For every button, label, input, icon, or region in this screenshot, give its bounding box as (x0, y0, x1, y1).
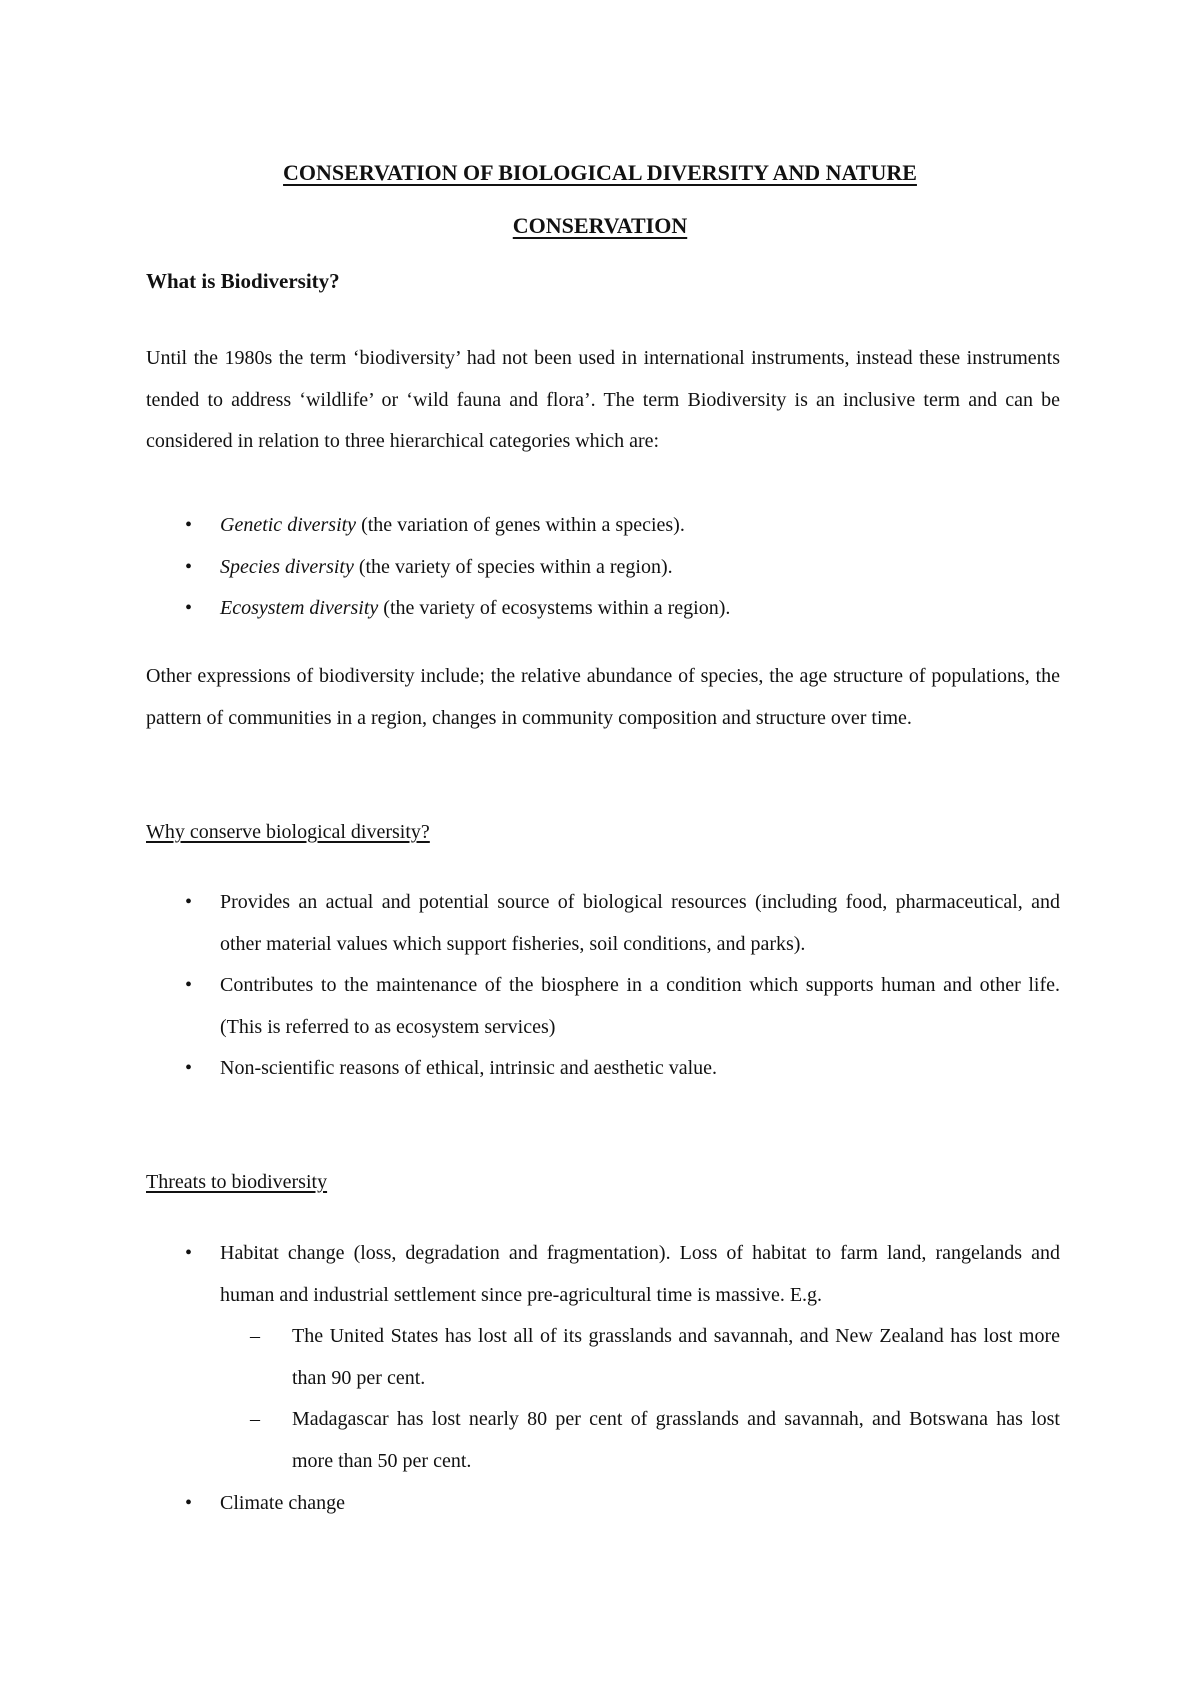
list-item (185, 1233, 1060, 1483)
threat-text: Climate change (220, 1491, 345, 1514)
category-desc: (the variety of species within a region). (353, 555, 673, 578)
reasons-list (185, 882, 1060, 1090)
bullet-glyph: • (185, 597, 193, 620)
document-title (0, 146, 1200, 252)
list-item (250, 1316, 1060, 1399)
list-item (185, 1483, 1060, 1525)
reason-text: Non-scientific reasons of ethical, intrinsic and aesthetic value. (220, 1057, 718, 1080)
dash-glyph: – (250, 1408, 260, 1431)
bullet-glyph: • (185, 1491, 193, 1514)
intro-paragraph: Until the 1980s the term ‘biodiversity’ had not been used in international instruments, instead these instruments tended to address ‘wildlife’ or ‘wild fauna and flora’. The term Biodiversity is an inclusive term and can be considered in relation to three hierarchical categories which are: (146, 347, 1060, 453)
categories-list (185, 505, 1060, 630)
examples-list (220, 1316, 1060, 1482)
reason-text: Contributes to the maintenance of the biosphere in a condition which supports human and other life. (This is referred to as ecosystem services) (220, 974, 1060, 1038)
list-item (185, 547, 1060, 589)
category-desc: (the variation of genes within a species). (356, 514, 685, 536)
bullet-glyph: • (185, 1242, 193, 1264)
example-text: The United States has lost all of its grasslands and savannah, and New Zealand has lost more than 90 per cent. (292, 1325, 1060, 1389)
example-text: Madagascar has lost nearly 80 per cent of grasslands and savannah, and Botswana has lost more than 50 per cent. (292, 1408, 1060, 1472)
list-item (250, 1399, 1060, 1482)
list-item (185, 505, 1060, 547)
category-term: Ecosystem diversity (220, 597, 379, 620)
reason-text: Provides an actual and potential source of biological resources (including food, pharmaceutical, and other material values which support fisheries, soil conditions, and parks). (220, 891, 1060, 955)
list-item (185, 588, 1060, 630)
bullet-glyph: • (185, 974, 193, 997)
category-term: Genetic diversity (220, 514, 357, 536)
category-term: Species diversity (220, 555, 354, 578)
list-item (185, 882, 1060, 965)
other-expressions-paragraph: Other expressions of biodiversity include; the relative abundance of species, the age structure of populations, the pattern of communities in a region, changes in community composition and structure over time. (146, 665, 1060, 729)
bullet-glyph: • (185, 555, 193, 578)
bullet-glyph: • (185, 1057, 193, 1080)
threat-text: Habitat change (loss, degradation and fragmentation). Loss of habitat to farm land, rangelands and human and industrial settlement since pre-agricultural time is massive. E.g. (220, 1242, 1060, 1306)
dash-glyph: – (250, 1325, 260, 1348)
heading-why-conserve: Why conserve biological diversity? (146, 821, 430, 843)
category-desc: (the variety of ecosystems within a region). (378, 597, 731, 620)
title-line-2: CONSERVATION (512, 213, 688, 238)
bullet-glyph: • (185, 514, 193, 536)
title-line-1: CONSERVATION OF BIOLOGICAL DIVERSITY AND NATURE (283, 160, 917, 185)
bullet-glyph: • (185, 891, 193, 913)
heading-what-is-biodiversity: What is Biodiversity? (146, 269, 340, 293)
threats-list (185, 1233, 1060, 1524)
list-item (185, 965, 1060, 1048)
list-item (185, 1048, 1060, 1090)
heading-threats: Threats to biodiversity (146, 1171, 328, 1193)
